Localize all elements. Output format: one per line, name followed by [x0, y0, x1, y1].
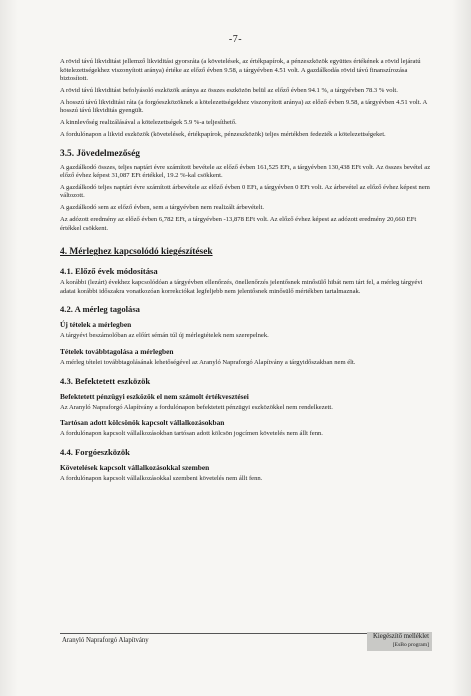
page-number: -7- [228, 34, 243, 45]
page-footer [60, 633, 432, 656]
paragraph: A gazdálkodó összes, teljes naptári évre számított bevétele az előző évben 161,525 EFt, a tárgyévben 130,438 EFt volt. Az összes bevétel az előző évhez képest 31,087 EFt értékkel, 19.2 %-kal csökkent. [60, 163, 431, 180]
paragraph: A fordulónapon kapcsolt vállalkozásokkal szembeni követelés nem állt fenn. [60, 474, 263, 482]
paragraph: A korábbi (lezárt) évekhez kapcsolódóan a tárgyévben ellenőrzés, önellenőrzés jelentősnek minősülő hibát nem tárt fel, a mérleg tárgyévi adatai korábbi időszakra vonatkozóan korrekciókat legfeljebb nem jelentősnek minősülő mértékben tartalmaznak. [60, 279, 423, 295]
paragraph: A fordulónapon a likvid eszközök (követelések, értékpapírok, pénzeszközök) teljes mértékben fedezték a kötelezettségeket. [60, 130, 386, 138]
subsection-heading: 4.2. A mérleg tagolása [60, 304, 140, 315]
footer-document-type: Kiegészítő melléklet [372, 633, 429, 640]
subheading: Követelések kapcsolt vállalkozásokkal szemben [60, 462, 210, 472]
document-body [60, 58, 432, 487]
paragraph: A rövid távú likviditást befolyásoló eszközök aránya az összes eszközön belül az előző évben 94.1 %, a tárgyévben 78.3 % volt. [60, 86, 398, 94]
footer-organization: Aranyló Napraforgó Alapítvány [62, 637, 149, 644]
paragraph: A mérleg tételei továbbtagolásának lehetőségével az Aranyló Napraforgó Alapítvány a tárgyidőszakban nem élt. [60, 359, 356, 366]
subsection-heading: 4.1. Előző évek módosítása [60, 266, 158, 277]
section-heading: 3.5. Jövedelmezőség [60, 148, 140, 159]
footer-label-box [367, 632, 432, 651]
subheading: Tételek továbbtagolása a mérlegben [60, 347, 174, 356]
paragraph: A tárgyévi beszámolóban az előírt sémán túl új mérlegtételek nem szerepelnek. [60, 332, 269, 340]
subheading: Tartósan adott kölcsönök kapcsolt vállalkozásokban [60, 418, 225, 428]
subsection-heading: 4.3. Befektetett eszközök [60, 375, 151, 386]
subheading: Befektetett pénzügyi eszközök el nem számolt értékvesztései [60, 391, 249, 401]
paragraph: A fordulónapon kapcsolt vállalkozásokban tartósan adott kölcsön jogcímen követelés nem állt fenn. [60, 430, 323, 438]
paragraph: Az Aranyló Napraforgó Alapítvány a fordulónapon befektetett pénzügyi eszközökkel nem rendelkezett. [60, 403, 333, 411]
paragraph: A hosszú távú likviditási ráta (a forgóeszközöknek a kötelezettségekhez viszonyított aránya) az előző évben 9.58, a tárgyévben 4.51 volt. A hosszú távú likviditás gyengült. [60, 98, 427, 115]
footer-program: [EsBo program] [392, 642, 429, 648]
chapter-heading: 4. Mérleghez kapcsolódó kiegészítések [60, 247, 213, 258]
subsection-heading: 4.4. Forgóeszközök [60, 446, 130, 457]
paragraph: A gazdálkodó teljes naptári évre számított árbevétele az előző évben 0 EFt, a tárgyévben 0 EFt volt. Az árbevétel az előző évhez képest nem változott. [60, 183, 430, 200]
paragraph: A gazdálkodó sem az előző évben, sem a tárgyévben nem realizált árbevételt. [60, 204, 265, 212]
subheading: Új tételek a mérlegben [60, 320, 132, 330]
paragraph: A rövid távú likviditást jellemző likviditási gyorsráta (a követelések, az értékpapírok, a pénzeszközök együttes értékének a rövid lejáratú kötelezettségekhez viszonyított aránya) értéke az előző évben 9.58, a tárgyévben 4.51 volt. A gazdálkodás rövid távú finanszírozása biztosított. [60, 58, 421, 83]
paragraph: A kinnlevőség realizálásával a kötelezettségek 5.9 %-a teljesíthető. [60, 119, 237, 127]
paragraph: Az adózott eredmény az előző évben 6,782 EFt, a tárgyévben -13,878 EFt volt. Az előző évhez képest az adózott eredmény 20,660 EFt értékkel csökkent. [60, 216, 417, 232]
